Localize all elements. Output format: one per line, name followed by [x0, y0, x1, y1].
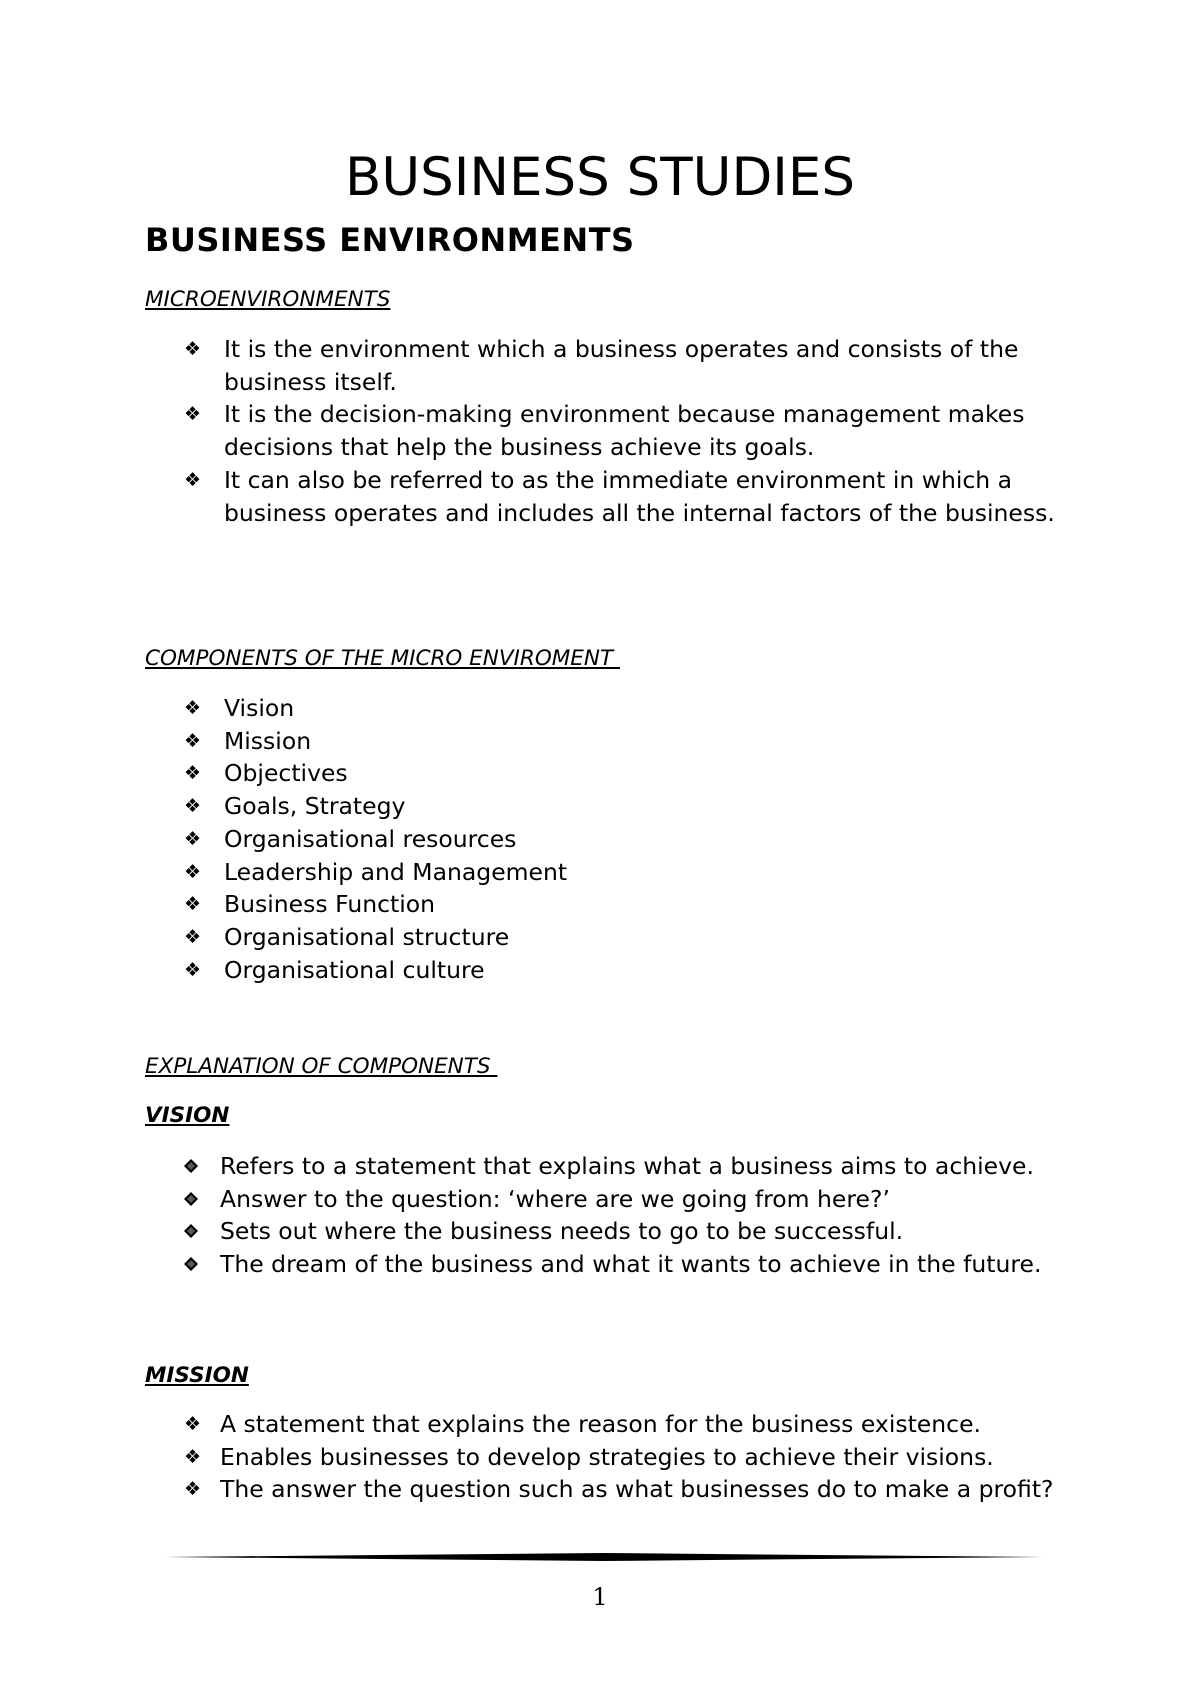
list-item: ❖ It is the environment which a business operates and consists of the business itself. [184, 335, 1019, 396]
list-item: ❖ Organisational structure [0, 921, 1056, 954]
list-item: ❖ Leadership and Management [0, 856, 1056, 889]
list-item: ❖ The answer the question such as what businesses do to make a profit? [0, 1473, 1056, 1506]
solid-diamond-bullet-icon [184, 1159, 198, 1173]
list-item: ❖ Mission [0, 725, 1056, 758]
list-item: Sets out where the business needs to go to be successful. [0, 1215, 1056, 1248]
four-diamond-bullet-icon: ❖ [184, 697, 202, 719]
four-diamond-bullet-icon: ❖ [184, 893, 202, 916]
document-subtitle: BUSINESS ENVIRONMENTS [145, 221, 635, 259]
solid-diamond-bullet-icon [184, 1192, 198, 1206]
four-diamond-bullet-icon: ❖ [184, 1413, 202, 1435]
explanation-heading: EXPLANATION OF COMPONENTS [145, 1054, 498, 1079]
four-diamond-bullet-icon: ❖ [184, 827, 202, 850]
components-list [0, 692, 1200, 986]
list-item: ❖ Organisational resources [0, 823, 1056, 856]
four-diamond-bullet-icon: ❖ [184, 403, 202, 426]
footer-divider [165, 1551, 1043, 1563]
list-item: ❖ A statement that explains the reason for the business existence. [0, 1408, 1056, 1441]
vision-bullet-list [0, 1150, 1200, 1281]
micro-heading: MICROENVIRONMENTS [145, 287, 391, 312]
four-diamond-bullet-icon: ❖ [184, 958, 202, 981]
solid-diamond-bullet-icon [184, 1257, 198, 1271]
solid-diamond-bullet-icon [184, 1224, 198, 1238]
list-item: Answer to the question: ‘where are we going from here?’ [0, 1183, 1056, 1216]
document-title: BUSINESS STUDIES [344, 147, 856, 208]
four-diamond-bullet-icon: ❖ [184, 468, 202, 491]
vision-heading: VISION [145, 1103, 230, 1128]
list-item: ❖ Enables businesses to develop strategies to achieve their visions. [0, 1441, 1056, 1474]
list-item: ❖ Organisational culture [0, 954, 1056, 987]
four-diamond-bullet-icon: ❖ [184, 925, 202, 948]
four-diamond-bullet-icon: ❖ [184, 338, 202, 360]
list-item: ❖ Objectives [0, 757, 1056, 790]
four-diamond-bullet-icon: ❖ [184, 860, 202, 883]
four-diamond-bullet-icon: ❖ [184, 729, 202, 752]
mission-heading: MISSION [145, 1363, 249, 1388]
list-item: ❖ Goals, Strategy [0, 790, 1056, 823]
list-item: Refers to a statement that explains what a business aims to achieve. [0, 1150, 1056, 1183]
four-diamond-bullet-icon: ❖ [184, 762, 202, 785]
list-item: ❖ Business Function [0, 888, 1056, 921]
micro-bullet-list [0, 333, 1200, 529]
components-heading: COMPONENTS OF THE MICRO ENVIROMENT [145, 646, 620, 671]
mission-bullet-list [0, 1408, 1200, 1506]
list-item: ❖ It is the decision-making environment because management makes decisions that help the business achieve its goals. [184, 400, 1025, 462]
four-diamond-bullet-icon: ❖ [184, 795, 202, 818]
list-item: ❖ It can also be referred to as the immediate environment in which a business operates and includes all the internal factors of the business. [184, 465, 1055, 527]
four-diamond-bullet-icon: ❖ [184, 1478, 202, 1501]
four-diamond-bullet-icon: ❖ [184, 1445, 202, 1468]
page-number: 1 [592, 1583, 608, 1611]
list-item: ❖ Vision [0, 692, 1056, 725]
list-item: The dream of the business and what it wants to achieve in the future. [0, 1248, 1056, 1281]
